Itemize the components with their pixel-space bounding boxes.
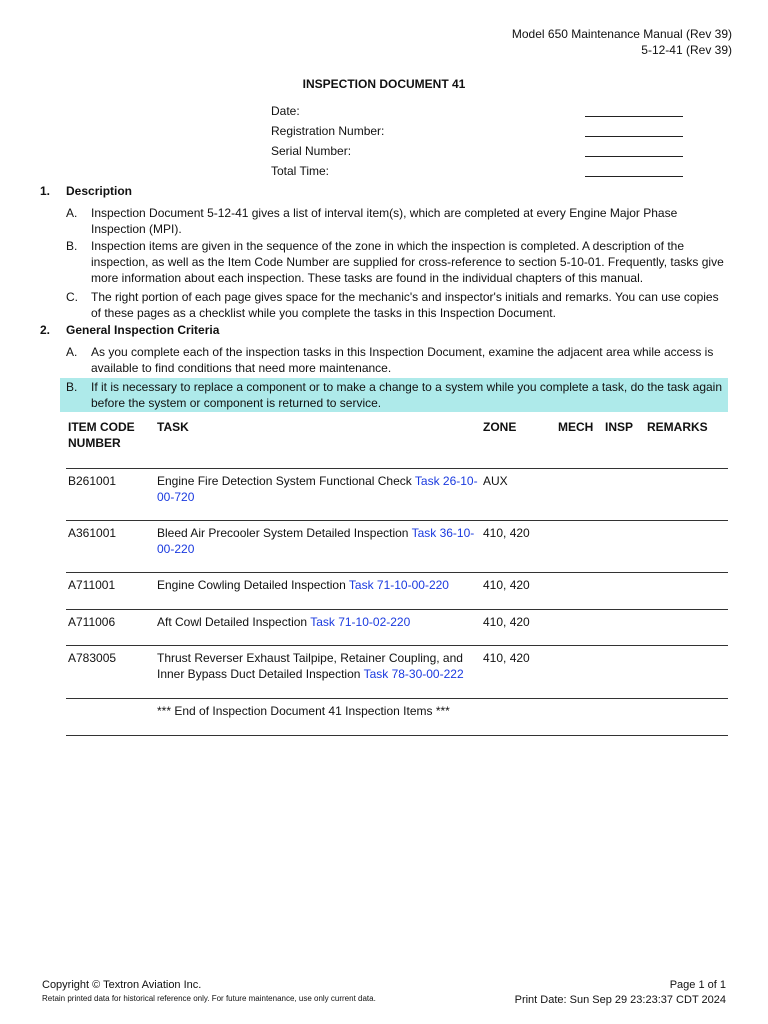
- section-title: Description: [66, 184, 133, 198]
- section-title: General Inspection Criteria: [66, 323, 220, 337]
- page-header: [512, 26, 732, 58]
- footer-left: [42, 978, 376, 1005]
- table-row: [66, 572, 728, 610]
- document-reference: 5-12-41 (Rev 39): [641, 43, 732, 57]
- column-header-task: TASK: [157, 420, 189, 434]
- item-text: The right portion of each page gives space for the mechanic's and inspector's initials and remarks. You can use copies of these pages as a checklist while you complete the tasks in this Inspection Document.: [91, 290, 719, 320]
- item-text: Inspection Document 5-12-41 gives a list of interval item(s), which are completed at every Engine Major Phase Inspection (MPI).: [91, 206, 678, 236]
- field-registration-number: [271, 123, 683, 143]
- item-letter: B.: [66, 380, 78, 394]
- column-header-remarks: REMARKS: [647, 420, 708, 434]
- blank-line: [585, 143, 683, 157]
- zone: 410, 420: [483, 526, 530, 540]
- blank-line: [585, 123, 683, 137]
- copyright: Copyright © Textron Aviation Inc.: [42, 979, 202, 991]
- item-letter: A.: [66, 345, 78, 359]
- task-cell: [157, 525, 481, 557]
- item-code: A711001: [68, 578, 116, 592]
- record-fields: [271, 103, 683, 183]
- zone: 410, 420: [483, 578, 530, 592]
- zone: AUX: [483, 474, 508, 488]
- page-number: Page 1 of 1: [669, 979, 726, 991]
- item-text: As you complete each of the inspection tasks in this Inspection Document, examine the adjacent area while access is available to find conditions that need more maintenance.: [91, 345, 714, 375]
- item-text: Inspection items are given in the sequence of the zone in which the inspection is completed. A description of the inspection, as well as the Item Code Number are supplied for cross-reference to section 5-10-01. Frequently, tasks give more information about each inspection. These tasks are found in the individual chapters of this manual.: [91, 239, 724, 285]
- table-row: [66, 609, 728, 646]
- task-cell: [157, 473, 481, 505]
- item-letter: A.: [66, 206, 78, 220]
- task-cell: [157, 650, 481, 682]
- task-cell: [157, 614, 481, 630]
- document-title: INSPECTION DOCUMENT 41: [302, 77, 466, 91]
- task-link[interactable]: Task 71-10-02-220: [310, 615, 411, 629]
- task-description: Thrust Reverser Exhaust Tailpipe, Retainer Coupling, and Inner Bypass Duct Detailed Inspection: [157, 651, 463, 681]
- manual-title: Model 650 Maintenance Manual (Rev 39): [511, 27, 732, 41]
- blank-line: [585, 163, 683, 177]
- task-link[interactable]: Task 71-10-00-220: [348, 578, 449, 592]
- task-link[interactable]: Task 36-10-00-220: [157, 526, 475, 556]
- item-letter: B.: [66, 239, 78, 253]
- task-cell: [157, 577, 481, 593]
- item-code: B261001: [68, 474, 117, 488]
- table-row: [66, 645, 728, 699]
- zone: 410, 420: [483, 651, 530, 665]
- column-header-mech: MECH: [558, 420, 594, 434]
- field-serial-number: [271, 143, 683, 163]
- task-description: Engine Fire Detection System Functional Check: [157, 474, 415, 488]
- task-link[interactable]: Task 78-30-00-222: [363, 667, 464, 681]
- field-label: Total Time:: [271, 164, 330, 178]
- item-code: A361001: [68, 526, 117, 540]
- print-date: Print Date: Sun Sep 29 23:23:37 CDT 2024: [514, 994, 726, 1006]
- table-row: [66, 520, 728, 573]
- section-heading-general-inspection-criteria: [40, 323, 219, 337]
- task-description: Engine Cowling Detailed Inspection: [157, 578, 349, 592]
- task-description: Bleed Air Precooler System Detailed Inspection: [157, 526, 412, 540]
- section-number: 1.: [40, 184, 51, 198]
- column-header-insp: INSP: [605, 420, 634, 434]
- field-label: Registration Number:: [271, 124, 385, 138]
- field-label: Date:: [271, 104, 300, 118]
- zone: 410, 420: [483, 615, 530, 629]
- task-link[interactable]: Task 26-10-00-720: [157, 474, 478, 504]
- table-row: [66, 468, 728, 521]
- retain-note: Retain printed data for historical reference only. For future maintenance, use only current data.: [42, 994, 376, 1003]
- footer-right: [515, 978, 726, 1008]
- highlighted-list-item: [60, 378, 728, 412]
- end-note: *** End of Inspection Document 41 Inspection Items ***: [157, 704, 450, 718]
- section-heading-description: [40, 184, 132, 198]
- item-letter: C.: [66, 290, 78, 304]
- item-code: A711006: [68, 615, 116, 629]
- list-item: [66, 344, 728, 376]
- field-total-time: [271, 163, 683, 183]
- column-header-zone: ZONE: [483, 420, 517, 434]
- field-label: Serial Number:: [271, 144, 352, 158]
- item-text: If it is necessary to replace a component or to make a change to a system while you complete a task, do the task again before the system or component is returned to service.: [91, 380, 723, 410]
- list-item: [66, 238, 728, 286]
- section-number: 2.: [40, 323, 51, 337]
- item-code: A783005: [68, 651, 117, 665]
- blank-line: [585, 103, 683, 117]
- table-end-row: [66, 698, 728, 736]
- field-date: [271, 103, 683, 123]
- task-description: Aft Cowl Detailed Inspection: [157, 615, 311, 629]
- column-header-item-code: ITEM CODE NUMBER: [68, 420, 135, 450]
- list-item: [66, 289, 728, 321]
- list-item: [66, 205, 728, 237]
